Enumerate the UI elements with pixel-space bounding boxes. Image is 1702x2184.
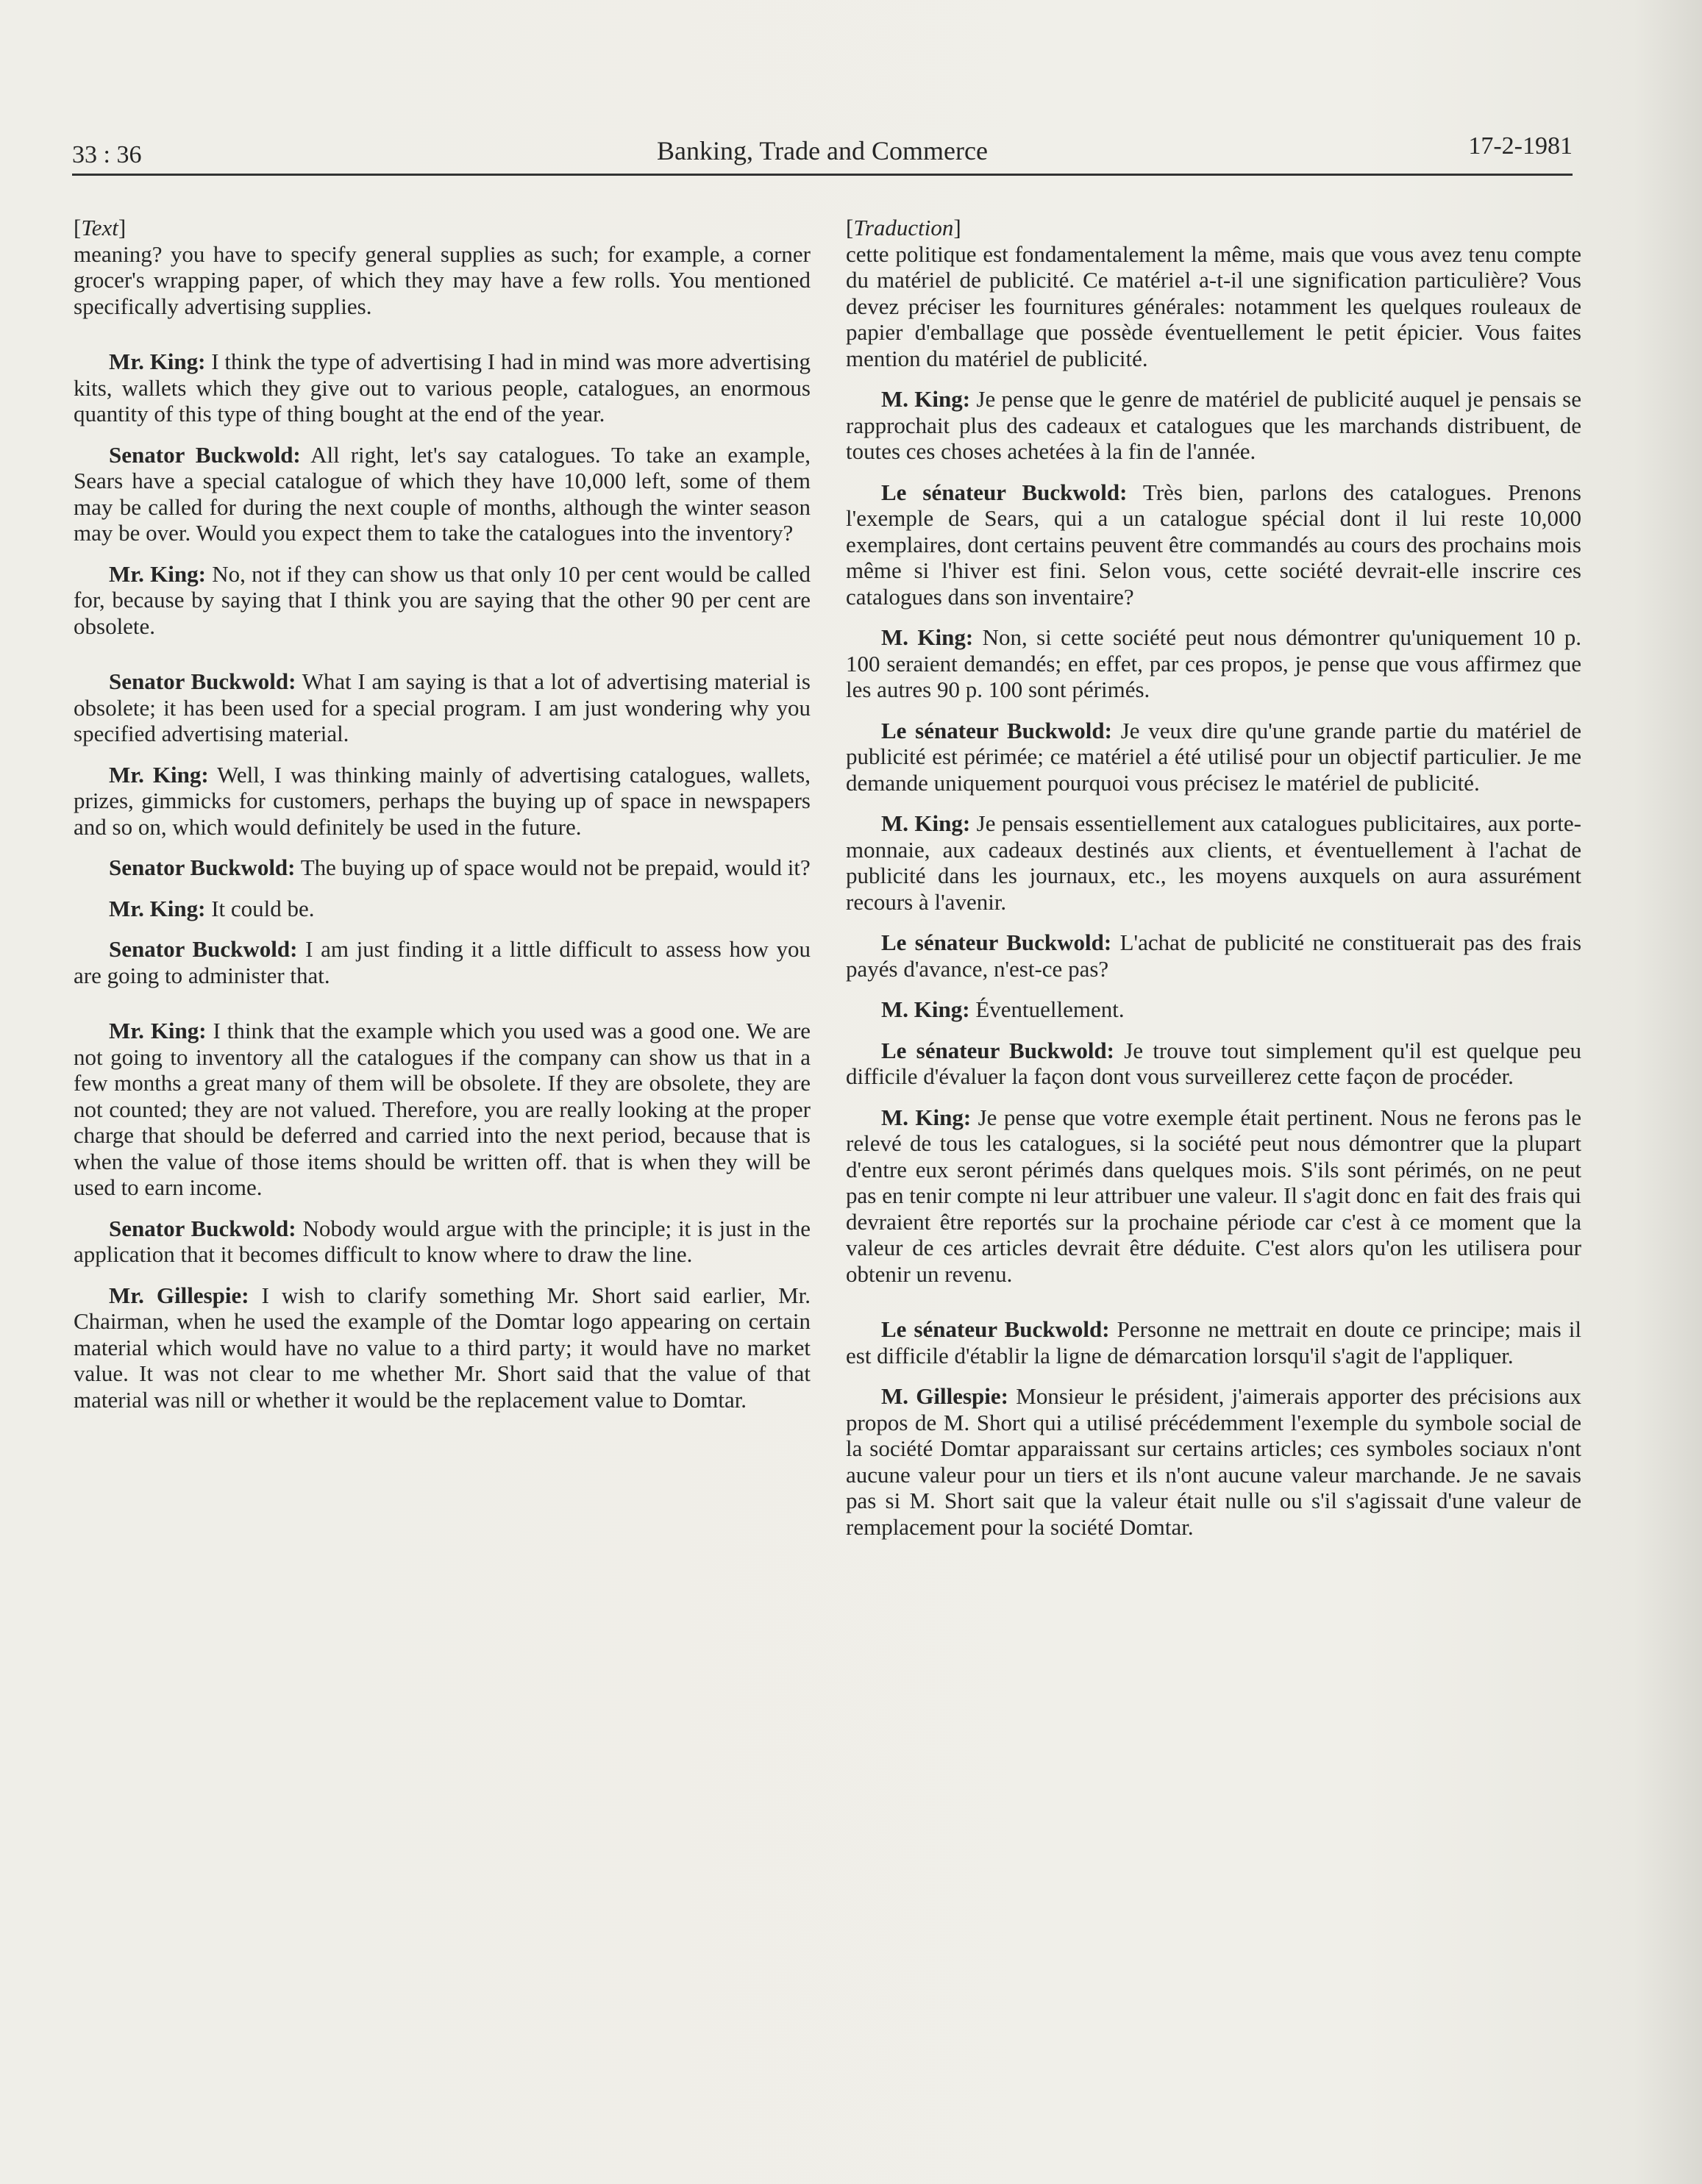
paragraph: Le sénateur Buckwold: L'achat de publicité ne constituerait pas des frais payés d'avance, n'est-ce pas? xyxy=(846,929,1582,982)
paragraph: Mr. King: I think the type of advertising I had in mind was more advertising kits, wallets which they give out to various people, catalogues, an enormous quantity of this type of thing bought at the end of the year. xyxy=(74,349,811,427)
page-date: 17-2-1981 xyxy=(1468,132,1573,160)
speaker-name: Mr. King: xyxy=(109,349,206,374)
paragraph: M. Gillespie: Monsieur le président, j'aimerais apporter des précisions aux propos de M. Short qui a utilisé précédemment l'exemple du symbole social de la société Domtar apparaissant sur certains articles; ces symboles sociaux n'ont aucune valeur pour un tiers et ils n'ont aucune valeur marchande. Je ne savais pas si M. Short sait que la valeur était nulle ou s'il s'agissait d'une valeur de remplacement pour la société Domtar. xyxy=(846,1383,1581,1540)
speaker-name: Mr. King: xyxy=(109,761,209,788)
paragraph: Mr. King: Well, I was thinking mainly of advertising catalogues, wallets, prizes, gimmicks for customers, perhaps the buying up of space in newspapers and so on, which would definitely be used in the future. xyxy=(74,761,811,840)
speaker-name: Senator Buckwold: xyxy=(109,668,296,694)
speaker-name: Mr. King: xyxy=(109,1018,207,1043)
speaker-name: Le sénateur Buckwold: xyxy=(881,479,1128,505)
speaker-name: Mr. King: xyxy=(109,895,206,921)
paragraph: M. King: Je pense que votre exemple était pertinent. Nous ne ferons pas le relevé de tous les catalogues, si la société peut nous démontrer que la plupart d'entre eux seront périmés dans quelques mois. S'ils sont périmés, on ne peut pas en tenir compte ni leur attribuer une valeur. Il s'agit donc en fait des frais qui devraient être reportés sur la prochaine période car c'est à ce moment que la valeur de ces articles devrait être déduite. C'est alors qu'on les utilisera pour obtenir un revenu. xyxy=(846,1104,1581,1287)
paragraph: Senator Buckwold: I am just finding it a little difficult to assess how you are going to administer that. xyxy=(74,936,811,988)
paragraph: Le sénateur Buckwold: Très bien, parlons des catalogues. Prenons l'exemple de Sears, qui a un catalogue spécial dont il lui reste 10,000 exemplaires, dont certains peuvent être commandés au cours des prochains mois même si l'hiver est fini. Selon vous, cette société devrait-elle inscrire ces catalogues dans son inventaire? xyxy=(846,479,1581,610)
paragraph: Senator Buckwold: All right, let's say catalogues. To take an example, Sears have a special catalogue of which they have 10,000 left, some of them may be called for during the next couple of months, although the winter season may be over. Would you expect them to take the catalogues into the inventory? xyxy=(74,441,811,546)
speaker-name: Senator Buckwold: xyxy=(109,1215,296,1241)
paragraph: Mr. King: I think that the example which you used was a good one. We are not going to inventory all the catalogues if the company can show us that in a few months a great many of them will be obsolete. If they are obsolete, they are not counted; they are not valued. Therefore, you are really looking at the proper charge that should be deferred and carried into the next period, because that is when the value of those items should be written off. that is when they will be used to earn income. xyxy=(74,1018,811,1200)
paragraph: Le sénateur Buckwold: Personne ne mettrait en doute ce principe; mais il est difficile d'établir la ligne de démarcation lorsqu'il s'agit de l'appliquer. xyxy=(846,1316,1581,1368)
speaker-name: Le sénateur Buckwold: xyxy=(881,1316,1110,1342)
paragraph: Senator Buckwold: The buying up of space would not be prepaid, would it? xyxy=(109,854,811,880)
language-tag: [Text] xyxy=(74,215,127,240)
left-column xyxy=(74,215,811,1413)
speaker-name: M. King: xyxy=(881,996,970,1022)
speaker-name: Senator Buckwold: xyxy=(109,936,298,962)
page-header xyxy=(72,122,1573,176)
speaker-name: Le sénateur Buckwold: xyxy=(881,929,1112,955)
speaker-name: M. King: xyxy=(881,386,971,412)
paragraph: meaning? you have to specify general supplies as such; for example, a corner grocer's wrapping paper, of which they may have a few rolls. You mentioned specifically advertising supplies. xyxy=(74,240,811,319)
paragraph: M. King: Éventuellement. xyxy=(881,996,1125,1022)
paragraph: Mr. King: It could be. xyxy=(109,895,315,921)
speaker-name: Senator Buckwold: xyxy=(109,441,301,468)
paragraph: Mr. King: No, not if they can show us that only 10 per cent would be called for, because by saying that I think you are saying that the other 90 per cent are obsolete. xyxy=(74,560,811,639)
paragraph: M. King: Je pensais essentiellement aux catalogues publicitaires, aux porte-monnaie, aux cadeaux destinés aux clients, et éventuellement à l'achat de publicité dans les journaux, etc., les moyens auxquels on aura assurément recours à l'avenir. xyxy=(846,810,1581,915)
paragraph: Le sénateur Buckwold: Je trouve tout simplement qu'il est quelque peu difficile d'évaluer la façon dont vous surveillerez cette façon de procéder. xyxy=(846,1037,1581,1089)
paragraph: cette politique est fondamentalement la même, mais que vous avez tenu compte du matériel de publicité. Ce matériel a-t-il une signification particulière? Vous devez préciser les fournitures générales: notamment les quelques rouleaux de papier d'emballage que possède éventuellement le petit épicier. Vous faites mention du matériel de publicité. xyxy=(846,240,1581,371)
speaker-name: Le sénateur Buckwold: xyxy=(881,717,1112,743)
page-number: 33 : 36 xyxy=(72,141,142,168)
right-column xyxy=(846,215,1581,1540)
language-tag: [Traduction] xyxy=(846,215,961,240)
speaker-name: M. King: xyxy=(881,810,971,836)
speaker-name: M. King: xyxy=(881,624,974,650)
paragraph: Senator Buckwold: What I am saying is that a lot of advertising material is obsolete; it has been used for a special program. I am just wondering why you specified advertising material. xyxy=(74,668,811,746)
paragraph: Le sénateur Buckwold: Je veux dire qu'une grande partie du matériel de publicité est périmée; ce matériel a été utilisé pour un objectif particulier. Je me demande uniquement pourquoi vous précisez le matériel de publicité. xyxy=(846,717,1581,796)
paragraph: M. King: Non, si cette société peut nous démontrer qu'uniquement 10 p. 100 seraient demandés; en effet, par ces propos, je pense que vous affirmez que les autres 90 p. 100 sont périmés. xyxy=(846,624,1582,702)
speaker-name: Le sénateur Buckwold: xyxy=(881,1037,1114,1063)
speaker-name: M. Gillespie: xyxy=(881,1383,1008,1409)
speaker-name: Senator Buckwold: xyxy=(109,854,296,880)
paragraph: Senator Buckwold: Nobody would argue with the principle; it is just in the application that it becomes difficult to know where to draw the line. xyxy=(74,1215,811,1267)
speaker-name: Mr. Gillespie: xyxy=(109,1282,249,1308)
paragraph: M. King: Je pense que le genre de matériel de publicité auquel je pensais se rapprochait plus des cadeaux et catalogues que les marchands distribuent, de toutes ces choses achetées à la fin de l'année. xyxy=(846,386,1582,464)
speaker-name: M. King: xyxy=(881,1104,972,1130)
page-title: Banking, Trade and Commerce xyxy=(657,136,988,165)
paragraph: Mr. Gillespie: I wish to clarify something Mr. Short said earlier, Mr. Chairman, when he used the example of the Domtar logo appearing on certain material which would have no value to a third party; it would have no market value. It was not clear to me whether Mr. Short said that the value of that material was nill or whether it would be the replacement value to Domtar. xyxy=(74,1282,811,1413)
speaker-name: Mr. King: xyxy=(109,560,206,587)
